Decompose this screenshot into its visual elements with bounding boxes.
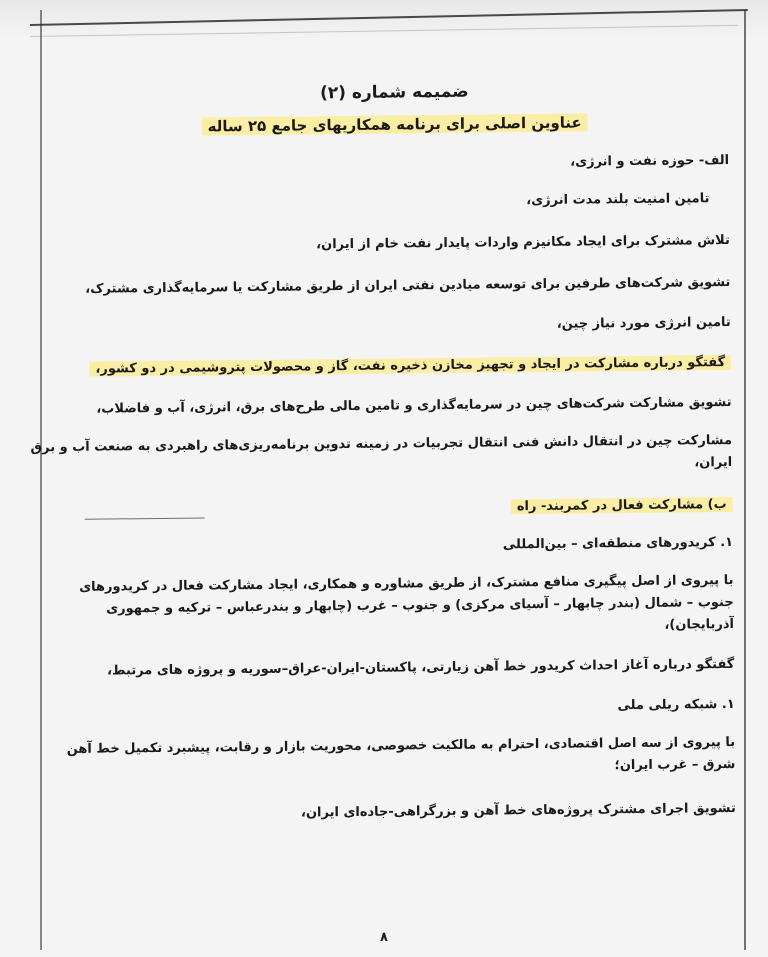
section-b-paragraph-1-line-2: جنوب – شمال (بندر چابهار – آسیای مرکزی) و جنوب – غرب (چابهار و بندرعباس – ترکیه و جمهوری: [106, 594, 734, 617]
section-a-item-5: گفتگو درباره مشارکت در ایجاد و تجهیز مخازن ذخیره نفت، گاز و محصولات پتروشیمی در دو کشور،: [63, 354, 731, 379]
document-page: [30, 60, 737, 927]
appendix-title: ضمیمه شماره (۲): [319, 81, 469, 104]
scan-frame-left: [40, 10, 42, 950]
section-b-paragraph-2-line-2: شرق – غرب ایران؛: [614, 756, 736, 774]
section-a-item-2: تلاش مشترک برای ایجاد مکانیزم واردات پایدار نفت خام از ایران،: [316, 232, 730, 253]
section-a-item-8: ایران،: [694, 454, 733, 471]
section-a-item-3: تشویق شرکت‌های طرفین برای توسعه میادین نفتی ایران از طریق مشارکت یا سرمایه‌گذاری مشترک،: [85, 274, 731, 297]
section-b-subtitle-1: ۱. کریدورهای منطقه‌ای – بین‌المللی: [502, 534, 734, 553]
section-b-paragraph-1-line-3: آذربایجان)،: [664, 616, 734, 633]
section-b-subtitle-2: ۱. شبکه ریلی ملی: [617, 696, 735, 714]
page-number: ۸: [380, 930, 388, 945]
section-a-item-1: تامین امنیت بلند مدت انرژی،: [526, 191, 710, 209]
section-b-paragraph-2-line-1: با پیروی از سه اصل اقتصادی، احترام به مالکیت خصوصی، محوریت بازار و رقابت، پیشبرد تکمیل خط آهن: [66, 734, 736, 757]
section-a-title: الف- حوزه نفت و انرژی،: [570, 152, 730, 170]
section-a-item-7: مشارکت چین در انتقال دانش فنی انتقال تجربیات در زمینه تدوین برنامه‌ریزی‌های راهبردی به صنعت آب و برق: [30, 432, 733, 456]
section-b-item-2: گفتگو درباره آغاز احداث کریدور خط آهن زیارتی، پاکستان-ایران-عراق–سوریه و پروژه های مرتبط،: [107, 656, 735, 679]
section-a-item-6: تشویق مشارکت شرکت‌های چین در سرمایه‌گذاری و تامین مالی طرح‌های برق، انرژی، آب و فاضلاب،: [96, 394, 732, 417]
main-title: عناوین اصلی برای برنامه همکاریهای جامع ۲۵ ساله: [61, 112, 729, 137]
scan-frame-right: [744, 10, 746, 950]
section-b-item-3: تشویق اجرای مشترک پروژه‌های خط آهن و بزرگراهی-جاده‌ای ایران،: [300, 800, 736, 821]
section-b-title: ب) مشارکت فعال در کمربند- راه: [65, 496, 733, 521]
section-a-item-4: تامین انرژی مورد نیاز چین،: [556, 314, 731, 332]
section-b-paragraph-1-line-1: با پیروی از اصل پیگیری منافع مشترک، از طریق مشاوره و همکاری، ایجاد مشارکت فعال در کریدورهای: [79, 572, 734, 595]
